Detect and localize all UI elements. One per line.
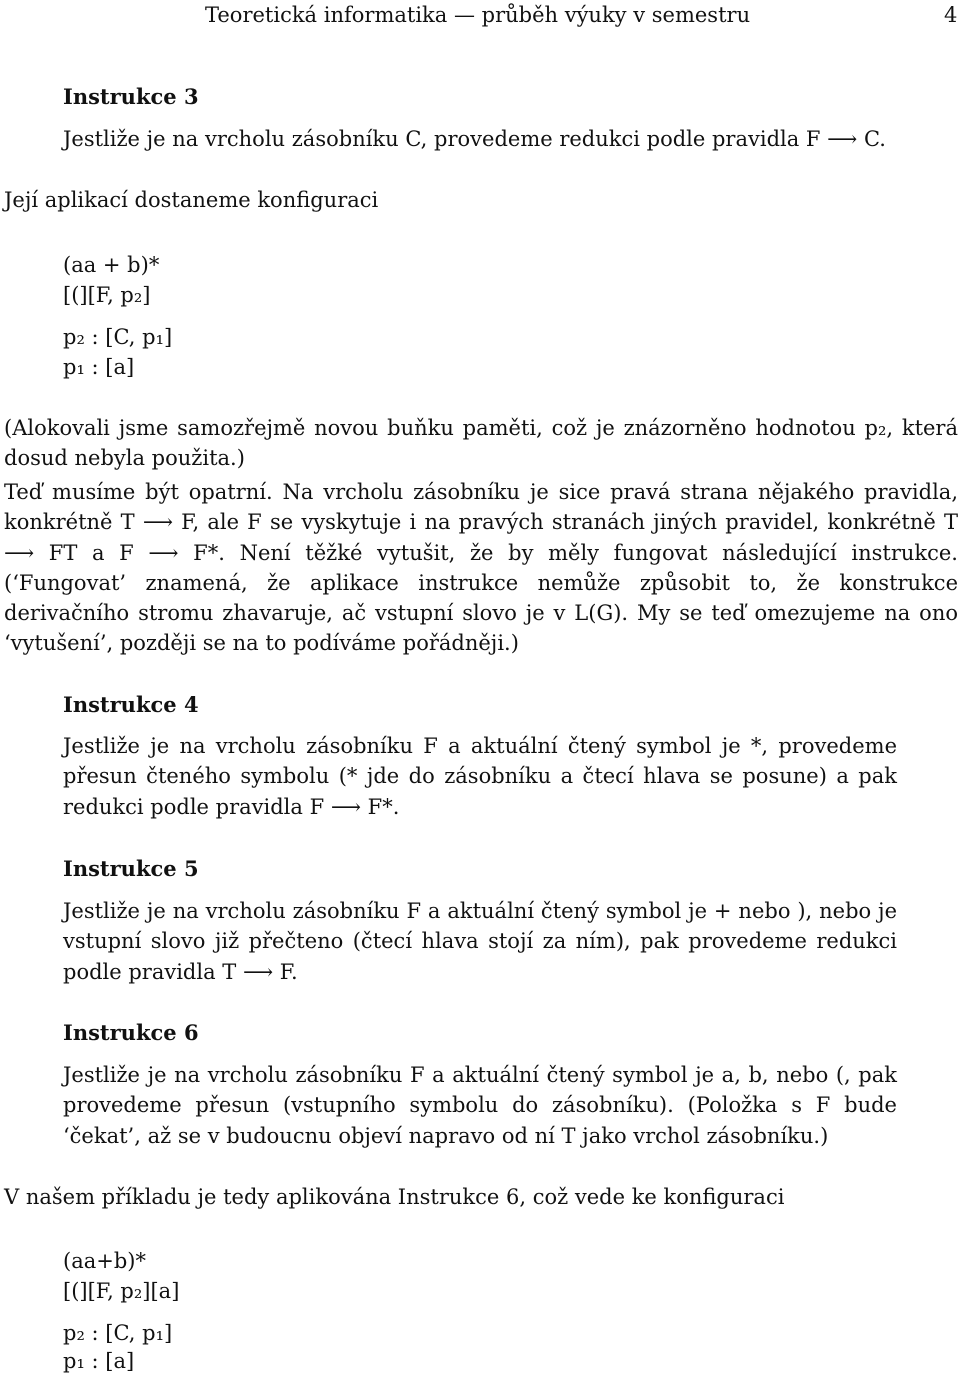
instr5-text: Jestliže je na vrcholu zásobníku F a aktuální čtený symbol je + nebo ), nebo je vstupní slovo již přečteno (čtecí hlava stojí za ním), pak provedeme redukci podle pravidla T ⟶ F. — [63, 899, 897, 984]
note-allocation: (Alokovali jsme samozřejmě novou buňku paměti, což je znázorněno hodnotou p₂, která dosud nebyla použita.) — [4, 416, 958, 471]
instr3-heading: Instrukce 3 — [63, 84, 199, 109]
page-number: 4 — [944, 3, 958, 27]
cfg1-mem-p1: p₁ : [a] — [63, 355, 135, 379]
note-careful: Teď musíme být opatrní. Na vrcholu zásobníku je sice pravá strana nějakého pravidla, konkrétně T ⟶ F, ale F se vyskytuje i na pravých stranách jiných pravidel, konkrétně T ⟶ FT a F ⟶ F*. Není těžké vytušit, že by měly fungovat následující instrukce. (‘Fungovat’ znamená, že aplikace instrukce nemůže způsobit to, že konstrukce derivačního stromu zhavaruje, ač vstupní slovo je v L(G). My se teď omezujeme na ono ‘vytušení’, později se na to podíváme pořádněji.) — [4, 480, 958, 656]
cfg1-mem-p2: p₂ : [C, p₁] — [63, 325, 173, 349]
cfg1-stack: [(][F, p₂] — [63, 283, 151, 307]
cfg2-input: (aa+b)* — [63, 1249, 146, 1273]
cfg2-mem-p2: p₂ : [C, p₁] — [63, 1321, 173, 1345]
instr4-text: Jestliže je na vrcholu zásobníku F a aktuální čtený symbol je *, provedeme přesun čteného symbolu (* jde do zásobníku a čtecí hlava se posune) a pak redukci podle pravidla F ⟶ F*. — [63, 734, 897, 819]
running-header: Teoretická informatika — průběh výuky v semestru — [205, 3, 751, 27]
cfg2-intro: V našem příkladu je tedy aplikována Instrukce 6, což vede ke konfiguraci — [4, 1185, 785, 1209]
instr6-text: Jestliže je na vrcholu zásobníku F a aktuální čtený symbol je a, b, nebo (, pak provedeme přesun (vstupního symbolu do zásobníku). (Položka s F bude ‘čekat’, až se v budoucnu objeví napravo od ní T jako vrchol zásobníku.) — [63, 1063, 897, 1148]
cfg1-input: (aa + b)* — [63, 253, 160, 277]
instr5-heading: Instrukce 5 — [63, 856, 199, 881]
instr3-text: Jestliže je na vrcholu zásobníku C, provedeme redukci podle pravidla F ⟶ C. — [63, 127, 886, 151]
cfg2-mem-p1: p₁ : [a] — [63, 1349, 135, 1373]
cfg1-intro: Její aplikací dostaneme konfiguraci — [4, 188, 379, 212]
instr6-heading: Instrukce 6 — [63, 1020, 199, 1045]
instr4-heading: Instrukce 4 — [63, 692, 199, 717]
cfg2-stack: [(][F, p₂][a] — [63, 1279, 180, 1303]
